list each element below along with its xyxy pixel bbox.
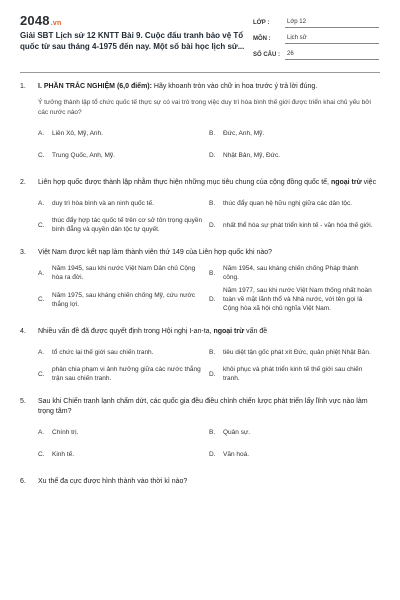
- option-text: duy trì hòa bình và an ninh quốc tế.: [52, 199, 154, 207]
- question: [20, 178, 380, 238]
- option[interactable]: [38, 216, 209, 234]
- option-letter: C.: [38, 370, 45, 378]
- logo-text: 2048: [20, 13, 50, 28]
- option-letter: C.: [38, 221, 45, 229]
- option[interactable]: [209, 423, 380, 441]
- option-text: Quân sự.: [223, 428, 251, 436]
- option[interactable]: [38, 146, 209, 164]
- option-text: Liên Xô, Mỹ, Anh.: [52, 129, 103, 137]
- option-text: thúc đẩy quan hệ hữu nghị giữa các dân tộc.: [223, 199, 353, 207]
- option-letter: B.: [209, 269, 216, 277]
- meta-key: MÔN :: [253, 36, 271, 42]
- option[interactable]: [38, 423, 209, 441]
- option[interactable]: [38, 194, 209, 212]
- option-text: thúc đẩy hợp tác quốc tế trên cơ sở tôn trọng quyền bình đẳng và quyền dân tộc tự quyết.: [52, 217, 203, 233]
- question-number: 4.: [20, 328, 26, 335]
- option-letter: C.: [38, 296, 45, 303]
- question-number: 6.: [20, 478, 26, 485]
- meta-key: SỐ CÂU :: [253, 52, 280, 58]
- option-text: nhất thể hóa sự phát triển kinh tế - văn hóa thế giới.: [223, 221, 373, 229]
- question-number: 1.: [20, 83, 26, 90]
- document-meta: [253, 12, 379, 60]
- option-letter: D.: [209, 450, 216, 458]
- option-text: Kinh tế.: [52, 450, 75, 458]
- meta-question-count: [253, 44, 379, 60]
- option[interactable]: [209, 286, 380, 313]
- question: [20, 82, 380, 168]
- option[interactable]: [38, 445, 209, 463]
- question: [20, 477, 380, 487]
- title-line-2: quốc từ sau tháng 4-1975 đến nay. Một số bài học lịch sử...: [20, 42, 245, 51]
- question-stem: [20, 327, 380, 337]
- question-number: 2.: [20, 179, 26, 186]
- title-line-1: Giải SBT Lịch sử 12 KNTT Bài 9. Cuộc đấu tranh bảo vệ Tổ: [20, 31, 244, 40]
- site-logo[interactable]: [20, 13, 61, 28]
- meta-value: Lớp 12: [285, 19, 379, 28]
- option-letter: C.: [38, 151, 45, 159]
- option-text: Năm 1975, sau kháng chiến chống Mỹ, cứu nước thắng lợi.: [52, 291, 196, 308]
- meta-key: LỚP :: [253, 20, 270, 26]
- question-text-end: vấn đề: [244, 328, 268, 335]
- meta-value: 26: [285, 51, 379, 60]
- meta-value: Lịch sử: [285, 35, 379, 44]
- option-letter: C.: [38, 450, 45, 458]
- option[interactable]: [209, 365, 380, 383]
- section-instruction: Hãy khoanh tròn vào chữ in hoa trước ý trả lời đúng.: [151, 83, 318, 90]
- question-stem: [20, 397, 380, 417]
- option[interactable]: [209, 343, 380, 361]
- option-letter: B.: [209, 129, 216, 137]
- option-letter: D.: [209, 221, 216, 229]
- option-text: Đức, Anh, Mỹ.: [223, 129, 265, 137]
- question-stem: [20, 248, 380, 258]
- options: [38, 423, 380, 467]
- option-text: Năm 1945, sau khi nước Việt Nam Dân chủ Cộng hòa ra đời.: [52, 265, 196, 281]
- option-text: phân chia phạm vi ảnh hưởng giữa các nước thắng trận sau chiến tranh.: [52, 366, 201, 382]
- option-text: Năm 1977, sau khi nước Việt Nam thống nhất hoàn toàn về mặt lãnh thổ và Nhà nước, với tên gọi là Cộng hòa xã hội chủ nghĩa Việt Nam.: [223, 287, 372, 312]
- question-stem: [20, 178, 380, 188]
- option-letter: A.: [38, 129, 45, 137]
- option-letter: D.: [209, 370, 216, 378]
- meta-subject: [253, 28, 379, 44]
- option-letter: A.: [38, 348, 45, 356]
- question-text: Sau khi Chiến tranh lạnh chấm dứt, các quốc gia đều điều chỉnh chiến lược phát triển lấy lĩnh vực nào làm trọng tâm?: [38, 398, 368, 415]
- option[interactable]: [38, 343, 209, 361]
- question-stem: [20, 477, 380, 487]
- question-number: 3.: [20, 249, 26, 256]
- option-letter: B.: [209, 199, 216, 207]
- question-text: Liên hợp quốc được thành lập nhằm thực hiện những mục tiêu chung của cộng đồng quốc tế,: [38, 179, 331, 186]
- question-text: Việt Nam được kết nạp làm thành viên thứ 149 của Liên hợp quốc khi nào?: [38, 249, 273, 256]
- option-letter: A.: [38, 199, 45, 207]
- option-letter: B.: [209, 428, 216, 436]
- question-stem: [20, 82, 380, 92]
- question-text: Ý tưởng thành lập tổ chức quốc tế thực sự có vai trò trong việc duy trì hòa bình thế giới được triển khai chủ yếu bởi các nước nào?: [38, 99, 371, 116]
- option-letter: A.: [38, 428, 45, 436]
- option[interactable]: [209, 264, 380, 282]
- option-text: tiêu diệt tận gốc phát xít Đức, quân phiệt Nhật Bản.: [223, 348, 371, 356]
- option[interactable]: [38, 286, 209, 313]
- option-text: Nhật Bản, Mỹ, Đức.: [223, 151, 281, 159]
- question: [20, 397, 380, 467]
- option-letter: B.: [209, 348, 216, 356]
- question-text: Xu thế đa cực được hình thành vào thời kì nào?: [38, 478, 188, 485]
- option-text: khôi phục và phát triển kinh tế thế giới sau chiến tranh.: [223, 366, 363, 382]
- question-emphasis: ngoại trừ: [330, 179, 362, 186]
- logo-suffix: .vn: [50, 20, 62, 27]
- option-text: Trung Quốc, Anh, Mỹ.: [52, 151, 115, 159]
- option-letter: D.: [209, 151, 216, 159]
- document-title: [20, 30, 245, 52]
- option-text: Văn hoá.: [223, 450, 250, 458]
- option-letter: A.: [38, 269, 45, 277]
- question-text: Nhiều vấn đề đã được quyết định trong Hội nghị I-an-ta,: [38, 328, 214, 335]
- option-text: Năm 1954, sau kháng chiến chống Pháp thành công.: [223, 265, 359, 281]
- section-heading: I. PHẦN TRẮC NGHIỆM (6,0 điểm):: [38, 83, 152, 90]
- question-number: 5.: [20, 398, 26, 405]
- options: [38, 264, 380, 317]
- meta-class: [253, 12, 379, 28]
- option[interactable]: [209, 124, 380, 142]
- question: [20, 327, 380, 387]
- option[interactable]: [38, 124, 209, 142]
- options: [38, 343, 380, 387]
- header-divider: [20, 72, 380, 73]
- question-list: [20, 82, 380, 497]
- options: [38, 194, 380, 238]
- option[interactable]: [209, 194, 380, 212]
- option[interactable]: [38, 264, 209, 282]
- question: [20, 248, 380, 317]
- option[interactable]: [38, 365, 209, 383]
- option-text: Chính trị.: [52, 428, 79, 436]
- option-letter: D.: [209, 296, 216, 303]
- option-text: tổ chức lại thế giới sau chiến tranh.: [52, 348, 154, 356]
- options: [38, 124, 380, 168]
- option[interactable]: [209, 445, 380, 463]
- question-text-end: việc: [361, 179, 377, 186]
- option[interactable]: [209, 216, 380, 234]
- question-emphasis: ngoại trừ: [213, 328, 245, 335]
- option[interactable]: [209, 146, 380, 164]
